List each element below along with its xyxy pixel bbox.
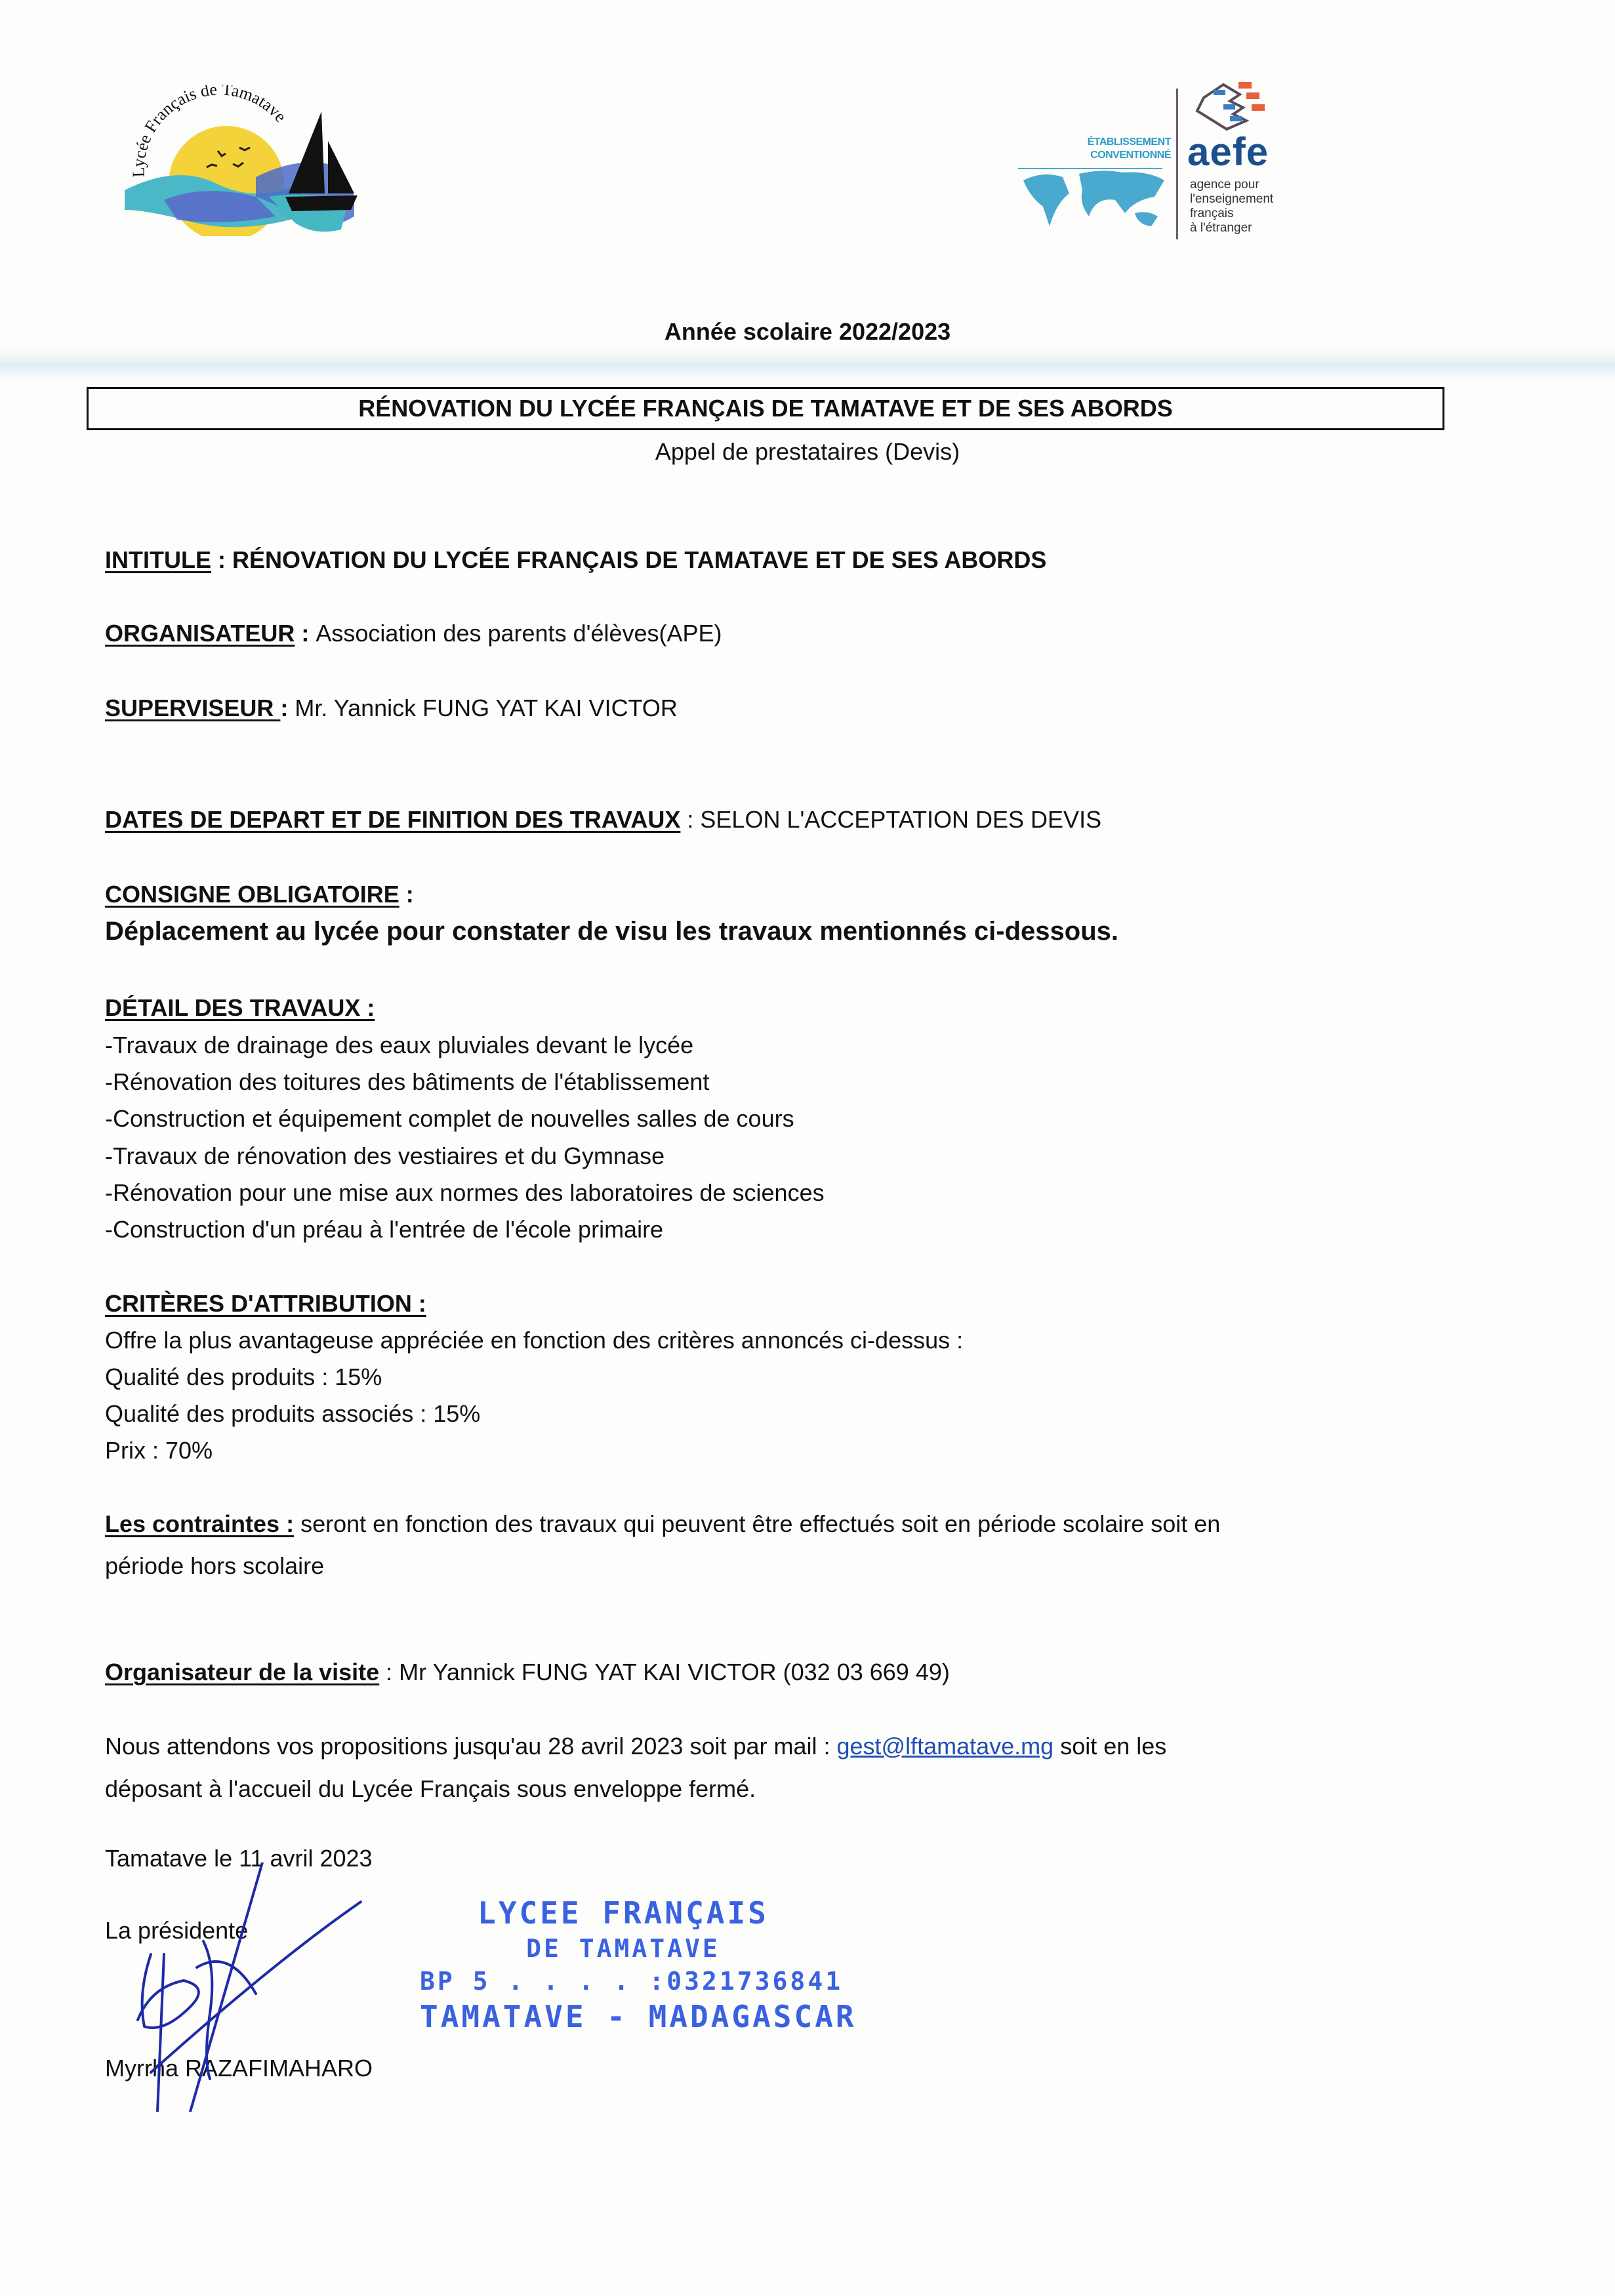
detail-item: -Travaux de drainage des eaux pluviales devant le lycée: [105, 1032, 694, 1058]
detail-item: -Rénovation des toitures des bâtiments de l'établissement: [105, 1068, 710, 1095]
visite-value: : Mr Yannick FUNG YAT KAI VICTOR (032 03 669 49): [379, 1659, 950, 1685]
stamp-line: TAMATAVE - MADAGASCAR: [420, 1999, 857, 2034]
propositions-line2: déposant à l'accueil du Lycée Français sous enveloppe fermé.: [105, 1775, 756, 1802]
signatory-name: Myrrha RAZAFIMAHARO: [105, 2055, 373, 2082]
detail-item: -Travaux de rénovation des vestiaires et du Gymnase: [105, 1142, 665, 1169]
tagline-line: à l'étranger: [1190, 221, 1252, 235]
detail-item: -Construction d'un préau à l'entrée de l'école primaire: [105, 1216, 664, 1243]
intitule-row: [105, 546, 1046, 574]
etablissement-badge: [1023, 136, 1171, 162]
detail-heading: [105, 994, 375, 1022]
logo-arc-text: Lycée Français de Tamatave: [129, 85, 291, 178]
aefe-wordmark: aefe: [1187, 130, 1269, 174]
school-year: Année scolaire 2022/2023: [664, 318, 951, 345]
criteres-intro: Offre la plus avantageuse appréciée en fonction des critères annoncés ci-dessus :: [105, 1327, 964, 1354]
school-stamp: [420, 1894, 857, 2036]
role-label: La présidente: [105, 1917, 249, 1944]
badge-line: ÉTABLISSEMENT: [1087, 136, 1171, 148]
lycee-logo: [105, 85, 380, 236]
organisateur-value: Association des parents d'élèves(APE): [316, 620, 722, 647]
document-title: RÉNOVATION DU LYCÉE FRANÇAIS DE TAMATAVE ET DE SES ABORDS: [358, 395, 1173, 422]
stamp-line: BP 5 . . . . :0321736841: [420, 1967, 844, 1996]
detail-item: -Construction et équipement complet de nouvelles salles de cours: [105, 1105, 794, 1132]
consigne-sep: :: [399, 881, 414, 908]
signature-icon: [112, 1863, 387, 2112]
tagline-line: l'enseignement: [1190, 192, 1274, 206]
consigne-row: [105, 880, 414, 909]
detail-label: DÉTAIL DES TRAVAUX :: [105, 994, 375, 1021]
dates-row: [105, 805, 1101, 834]
tagline-line: agence pour: [1190, 178, 1259, 191]
superviseur-label: SUPERVISEUR: [105, 695, 281, 721]
critere-item: Qualité des produits associés : 15%: [105, 1400, 481, 1427]
lycee-francais-tamatave-logo-icon: [105, 85, 380, 236]
propositions-text-after: soit en les: [1053, 1733, 1167, 1760]
tagline-line: français: [1190, 207, 1234, 220]
contraintes-text: seront en fonction des travaux qui peuvent être effectués soit en période scolaire soit en: [294, 1510, 1221, 1537]
organisateur-label: ORGANISATEUR: [105, 620, 295, 647]
detail-item: -Rénovation pour une mise aux normes des laboratoires de sciences: [105, 1179, 825, 1206]
organisateur-sep: :: [295, 620, 316, 647]
world-map-icon: [1017, 167, 1174, 233]
stamp-line: LYCEE FRANÇAIS: [478, 1895, 769, 1931]
contraintes-line2: période hors scolaire: [105, 1552, 325, 1579]
scan-band: [0, 349, 1615, 382]
superviseur-row: [105, 694, 678, 723]
superviseur-sep: :: [280, 695, 295, 721]
badge-line: CONVENTIONNÉ: [1090, 150, 1171, 161]
consigne-text: Déplacement au lycée pour constater de visu les travaux mentionnés ci-dessous.: [105, 917, 1118, 946]
organisateur-row: [105, 619, 722, 648]
intitule-label: INTITULE: [105, 546, 211, 573]
dates-value: : SELON L'ACCEPTATION DES DEVIS: [680, 806, 1102, 833]
visite-row: [105, 1658, 950, 1687]
consigne-label: CONSIGNE OBLIGATOIRE: [105, 881, 399, 908]
critere-item: Qualité des produits : 15%: [105, 1363, 382, 1390]
document-subtitle: Appel de prestataires (Devis): [655, 438, 960, 465]
aefe-logo: [997, 75, 1338, 239]
critere-item: Prix : 70%: [105, 1437, 213, 1464]
contraintes-row: [105, 1510, 1220, 1539]
dates-label: DATES DE DEPART ET DE FINITION DES TRAVAUX: [105, 806, 681, 833]
aefe-e-icon: [1194, 78, 1266, 131]
aefe-divider: [1176, 89, 1178, 239]
visite-label: Organisateur de la visite: [105, 1659, 380, 1685]
email-link[interactable]: gest@lftamatave.mg: [836, 1733, 1054, 1760]
propositions-line1: [105, 1732, 1166, 1761]
contraintes-label: Les contraintes :: [105, 1510, 295, 1537]
place-date: Tamatave le 11 avril 2023: [105, 1845, 373, 1872]
criteres-heading: [105, 1289, 426, 1318]
stamp-line: DE TAMATAVE: [526, 1934, 720, 1963]
criteres-label: CRITÈRES D'ATTRIBUTION :: [105, 1290, 426, 1317]
document-title-box: [87, 387, 1444, 430]
propositions-text: Nous attendons vos propositions jusqu'au 28 avril 2023 soit par mail :: [105, 1733, 837, 1760]
superviseur-value: Mr. Yannick FUNG YAT KAI VICTOR: [295, 695, 678, 721]
aefe-tagline: [1190, 178, 1273, 235]
intitule-value: : RÉNOVATION DU LYCÉE FRANÇAIS DE TAMATAVE ET DE SES ABORDS: [211, 546, 1047, 573]
